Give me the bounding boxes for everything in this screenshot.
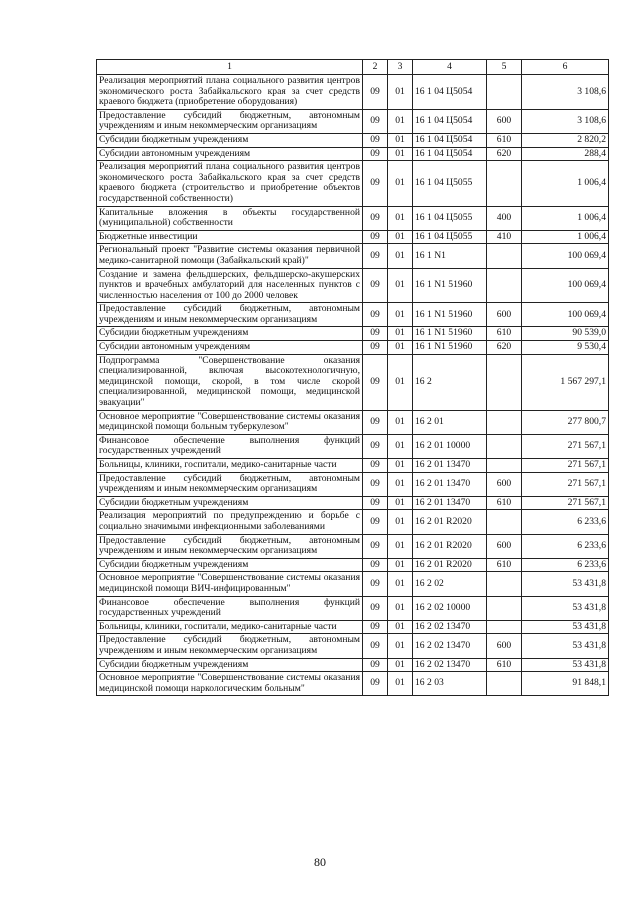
table-row	[97, 459, 609, 473]
section-code-cell: 09	[363, 572, 388, 596]
column-number: 5	[487, 60, 522, 75]
amount-cell: 100 069,4	[522, 244, 609, 268]
amount-cell: 6 233,6	[522, 534, 609, 558]
subsection-code-cell: 01	[388, 410, 413, 434]
expense-type-cell	[487, 161, 522, 206]
target-article-cell: 16 1 04 Ц5054	[413, 109, 487, 133]
expense-type-cell	[487, 268, 522, 303]
subsection-code-cell: 01	[388, 472, 413, 496]
subsection-code-cell: 01	[388, 303, 413, 327]
expense-type-cell: 620	[487, 341, 522, 355]
expense-type-cell	[487, 410, 522, 434]
subsection-code-cell: 01	[388, 459, 413, 473]
target-article-cell: 16 1 N1 51960	[413, 268, 487, 303]
subsection-code-cell: 01	[388, 161, 413, 206]
table-header-row	[97, 60, 609, 75]
expense-type-cell: 600	[487, 303, 522, 327]
amount-cell: 3 108,6	[522, 109, 609, 133]
subsection-code-cell: 01	[388, 341, 413, 355]
column-number: 4	[413, 60, 487, 75]
subsection-code-cell: 01	[388, 133, 413, 147]
table-row	[97, 244, 609, 268]
expense-type-cell: 610	[487, 558, 522, 572]
target-article-cell: 16 2 03	[413, 672, 487, 696]
section-code-cell: 09	[363, 496, 388, 510]
item-name-cell: Субсидии бюджетным учреждениям	[97, 658, 363, 672]
expense-type-cell	[487, 672, 522, 696]
amount-cell: 53 431,8	[522, 596, 609, 620]
expense-type-cell: 600	[487, 109, 522, 133]
table-row	[97, 75, 609, 110]
table-row	[97, 341, 609, 355]
subsection-code-cell: 01	[388, 672, 413, 696]
subsection-code-cell: 01	[388, 572, 413, 596]
amount-cell: 1 006,4	[522, 161, 609, 206]
subsection-code-cell: 01	[388, 434, 413, 458]
subsection-code-cell: 01	[388, 596, 413, 620]
amount-cell: 271 567,1	[522, 496, 609, 510]
target-article-cell: 16 2 01	[413, 410, 487, 434]
item-name-cell: Реализация мероприятий плана социального развития центров экономического роста Забайкальского края за счет средств краевого бюджета (строительство и приобретение объектов государственной собственности)	[97, 161, 363, 206]
subsection-code-cell: 01	[388, 75, 413, 110]
expense-type-cell: 410	[487, 230, 522, 244]
table-row	[97, 596, 609, 620]
section-code-cell: 09	[363, 434, 388, 458]
table-row	[97, 510, 609, 534]
subsection-code-cell: 01	[388, 147, 413, 161]
column-number: 1	[97, 60, 363, 75]
section-code-cell: 09	[363, 534, 388, 558]
expense-type-cell: 610	[487, 658, 522, 672]
subsection-code-cell: 01	[388, 558, 413, 572]
table-row	[97, 472, 609, 496]
target-article-cell: 16 2 01 R2020	[413, 510, 487, 534]
item-name-cell: Бюджетные инвестиции	[97, 230, 363, 244]
page-number: 80	[314, 855, 326, 869]
section-code-cell: 09	[363, 596, 388, 620]
section-code-cell: 09	[363, 75, 388, 110]
table-row	[97, 354, 609, 410]
target-article-cell: 16 1 N1	[413, 244, 487, 268]
expense-type-cell	[487, 244, 522, 268]
section-code-cell: 09	[363, 472, 388, 496]
item-name-cell: Больницы, клиники, госпитали, медико-санитарные части	[97, 620, 363, 634]
target-article-cell: 16 2 01 13470	[413, 496, 487, 510]
subsection-code-cell: 01	[388, 496, 413, 510]
amount-cell: 9 530,4	[522, 341, 609, 355]
subsection-code-cell: 01	[388, 230, 413, 244]
amount-cell: 91 848,1	[522, 672, 609, 696]
subsection-code-cell: 01	[388, 634, 413, 658]
budget-table-container	[96, 59, 608, 696]
expense-type-cell: 610	[487, 327, 522, 341]
amount-cell: 1 006,4	[522, 206, 609, 230]
amount-cell: 1 006,4	[522, 230, 609, 244]
column-number: 6	[522, 60, 609, 75]
expense-type-cell: 400	[487, 206, 522, 230]
section-code-cell: 09	[363, 672, 388, 696]
amount-cell: 100 069,4	[522, 268, 609, 303]
section-code-cell: 09	[363, 303, 388, 327]
column-number: 3	[388, 60, 413, 75]
section-code-cell: 09	[363, 268, 388, 303]
table-row	[97, 558, 609, 572]
budget-table	[96, 59, 609, 696]
expense-type-cell: 620	[487, 147, 522, 161]
item-name-cell: Предоставление субсидий бюджетным, автономным учреждениям и иным некоммерческим организациям	[97, 534, 363, 558]
table-row	[97, 672, 609, 696]
target-article-cell: 16 2 01 R2020	[413, 558, 487, 572]
expense-type-cell	[487, 620, 522, 634]
section-code-cell: 09	[363, 658, 388, 672]
item-name-cell: Больницы, клиники, госпитали, медико-санитарные части	[97, 459, 363, 473]
table-row	[97, 109, 609, 133]
table-row	[97, 133, 609, 147]
table-row	[97, 434, 609, 458]
expense-type-cell	[487, 434, 522, 458]
expense-type-cell	[487, 596, 522, 620]
target-article-cell: 16 1 04 Ц5055	[413, 161, 487, 206]
item-name-cell: Предоставление субсидий бюджетным, автономным учреждениям и иным некоммерческим организациям	[97, 109, 363, 133]
section-code-cell: 09	[363, 410, 388, 434]
item-name-cell: Субсидии бюджетным учреждениям	[97, 496, 363, 510]
subsection-code-cell: 01	[388, 354, 413, 410]
target-article-cell: 16 2	[413, 354, 487, 410]
subsection-code-cell: 01	[388, 244, 413, 268]
target-article-cell: 16 2 02 13470	[413, 620, 487, 634]
amount-cell: 1 567 297,1	[522, 354, 609, 410]
table-row	[97, 496, 609, 510]
amount-cell: 271 567,1	[522, 434, 609, 458]
amount-cell: 53 431,8	[522, 634, 609, 658]
item-name-cell: Субсидии автономным учреждениям	[97, 341, 363, 355]
item-name-cell: Региональный проект "Развитие системы оказания первичной медико-санитарной помощи (Забайкальский край)"	[97, 244, 363, 268]
expense-type-cell	[487, 572, 522, 596]
expense-type-cell: 600	[487, 634, 522, 658]
target-article-cell: 16 2 01 13470	[413, 459, 487, 473]
item-name-cell: Субсидии бюджетным учреждениям	[97, 133, 363, 147]
item-name-cell: Основное мероприятие "Совершенствование системы оказания медицинской помощи ВИЧ-инфицированным"	[97, 572, 363, 596]
target-article-cell: 16 2 01 13470	[413, 472, 487, 496]
section-code-cell: 09	[363, 510, 388, 534]
item-name-cell: Субсидии бюджетным учреждениям	[97, 558, 363, 572]
amount-cell: 6 233,6	[522, 558, 609, 572]
table-row	[97, 410, 609, 434]
table-row	[97, 161, 609, 206]
amount-cell: 6 233,6	[522, 510, 609, 534]
target-article-cell: 16 2 02 13470	[413, 634, 487, 658]
item-name-cell: Реализация мероприятий по предупреждению и борьбе с социально значимыми инфекционными заболеваниями	[97, 510, 363, 534]
item-name-cell: Реализация мероприятий плана социального развития центров экономического роста Забайкальского края за счет средств краевого бюджета (приобретение оборудования)	[97, 75, 363, 110]
target-article-cell: 16 1 04 Ц5054	[413, 147, 487, 161]
column-number: 2	[363, 60, 388, 75]
table-row	[97, 206, 609, 230]
section-code-cell: 09	[363, 341, 388, 355]
item-name-cell: Создание и замена фельдшерских, фельдшерско-акушерских пунктов и врачебных амбулаторий для населенных пунктов с численностью населения от 100 до 2000 человек	[97, 268, 363, 303]
amount-cell: 53 431,8	[522, 658, 609, 672]
expense-type-cell	[487, 75, 522, 110]
item-name-cell: Предоставление субсидий бюджетным, автономным учреждениям и иным некоммерческим организациям	[97, 472, 363, 496]
target-article-cell: 16 1 04 Ц5054	[413, 133, 487, 147]
item-name-cell: Подпрограмма "Совершенствование оказания специализированной, включая высокотехнологичную, медицинской помощи, скорой, в том числе скорой специализированной, медицинской помощи, медицинской эвакуации"	[97, 354, 363, 410]
item-name-cell: Финансовое обеспечение выполнения функций государственных учреждений	[97, 434, 363, 458]
amount-cell: 53 431,8	[522, 572, 609, 596]
expense-type-cell	[487, 510, 522, 534]
amount-cell: 53 431,8	[522, 620, 609, 634]
budget-table-body	[97, 60, 609, 696]
target-article-cell: 16 1 04 Ц5055	[413, 230, 487, 244]
target-article-cell: 16 1 N1 51960	[413, 303, 487, 327]
amount-cell: 271 567,1	[522, 459, 609, 473]
section-code-cell: 09	[363, 634, 388, 658]
table-row	[97, 534, 609, 558]
expense-type-cell: 610	[487, 133, 522, 147]
subsection-code-cell: 01	[388, 620, 413, 634]
table-row	[97, 327, 609, 341]
subsection-code-cell: 01	[388, 510, 413, 534]
item-name-cell: Субсидии бюджетным учреждениям	[97, 327, 363, 341]
table-row	[97, 147, 609, 161]
section-code-cell: 09	[363, 558, 388, 572]
amount-cell: 90 539,0	[522, 327, 609, 341]
subsection-code-cell: 01	[388, 327, 413, 341]
target-article-cell: 16 2 02 10000	[413, 596, 487, 620]
expense-type-cell: 600	[487, 472, 522, 496]
section-code-cell: 09	[363, 327, 388, 341]
table-row	[97, 620, 609, 634]
item-name-cell: Предоставление субсидий бюджетным, автономным учреждениям и иным некоммерческим организациям	[97, 303, 363, 327]
amount-cell: 2 820,2	[522, 133, 609, 147]
target-article-cell: 16 1 N1 51960	[413, 327, 487, 341]
section-code-cell: 09	[363, 133, 388, 147]
item-name-cell: Основное мероприятие "Совершенствование системы оказания медицинской помощи наркологическим больным"	[97, 672, 363, 696]
subsection-code-cell: 01	[388, 206, 413, 230]
item-name-cell: Основное мероприятие "Совершенствование системы оказания медицинской помощи больным туберкулезом"	[97, 410, 363, 434]
target-article-cell: 16 2 01 R2020	[413, 534, 487, 558]
subsection-code-cell: 01	[388, 658, 413, 672]
amount-cell: 100 069,4	[522, 303, 609, 327]
table-row	[97, 268, 609, 303]
item-name-cell: Капитальные вложения в объекты государственной (муниципальной) собственности	[97, 206, 363, 230]
amount-cell: 271 567,1	[522, 472, 609, 496]
subsection-code-cell: 01	[388, 268, 413, 303]
section-code-cell: 09	[363, 147, 388, 161]
table-row	[97, 572, 609, 596]
expense-type-cell	[487, 459, 522, 473]
subsection-code-cell: 01	[388, 109, 413, 133]
section-code-cell: 09	[363, 161, 388, 206]
item-name-cell: Субсидии автономным учреждениям	[97, 147, 363, 161]
target-article-cell: 16 2 01 10000	[413, 434, 487, 458]
section-code-cell: 09	[363, 230, 388, 244]
section-code-cell: 09	[363, 206, 388, 230]
subsection-code-cell: 01	[388, 534, 413, 558]
target-article-cell: 16 1 04 Ц5054	[413, 75, 487, 110]
target-article-cell: 16 1 04 Ц5055	[413, 206, 487, 230]
table-row	[97, 658, 609, 672]
amount-cell: 277 800,7	[522, 410, 609, 434]
section-code-cell: 09	[363, 354, 388, 410]
expense-type-cell: 600	[487, 534, 522, 558]
expense-type-cell: 610	[487, 496, 522, 510]
table-row	[97, 634, 609, 658]
section-code-cell: 09	[363, 620, 388, 634]
target-article-cell: 16 2 02	[413, 572, 487, 596]
item-name-cell: Предоставление субсидий бюджетным, автономным учреждениям и иным некоммерческим организациям	[97, 634, 363, 658]
section-code-cell: 09	[363, 109, 388, 133]
table-row	[97, 230, 609, 244]
target-article-cell: 16 2 02 13470	[413, 658, 487, 672]
item-name-cell: Финансовое обеспечение выполнения функций государственных учреждений	[97, 596, 363, 620]
amount-cell: 3 108,6	[522, 75, 609, 110]
section-code-cell: 09	[363, 244, 388, 268]
target-article-cell: 16 1 N1 51960	[413, 341, 487, 355]
expense-type-cell	[487, 354, 522, 410]
section-code-cell: 09	[363, 459, 388, 473]
amount-cell: 288,4	[522, 147, 609, 161]
table-row	[97, 303, 609, 327]
